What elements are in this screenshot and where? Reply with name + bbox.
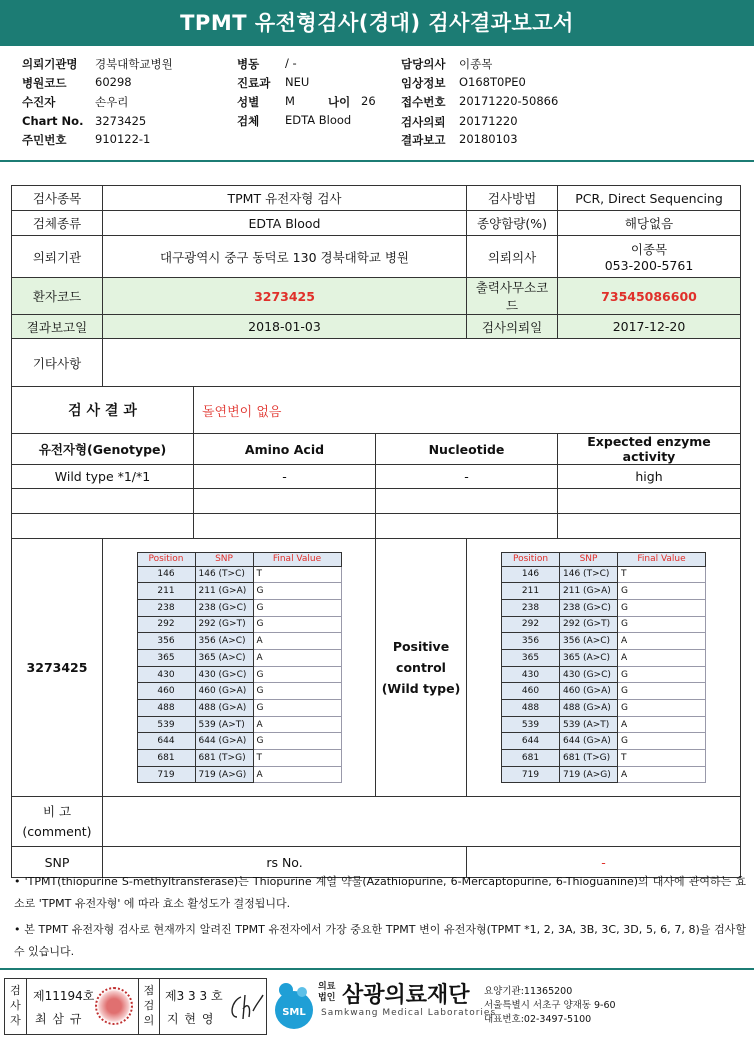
remarks-label-line: (comment): [22, 823, 92, 839]
snp-table: [137, 552, 342, 784]
rs-value: -: [467, 847, 741, 878]
snp-position: 644: [502, 733, 560, 750]
examiner-label: [5, 979, 27, 1034]
snp-position: 539: [502, 716, 560, 733]
header-label: 검체: [237, 114, 260, 128]
cell-label: 출력사무소코드: [467, 278, 558, 315]
divider: [0, 160, 754, 162]
snp-position: 719: [137, 766, 195, 783]
org-badge-line: 의료: [318, 982, 336, 992]
remarks-label: [12, 797, 103, 847]
header-value: 3273425: [95, 114, 147, 128]
snp-change: 356 (A>C): [560, 633, 618, 650]
header-value: 20171220-50866: [459, 94, 559, 108]
header-value: 60298: [95, 75, 132, 89]
snp-change: 488 (G>A): [195, 700, 253, 717]
result-table: [11, 185, 741, 878]
snp-row: [137, 683, 341, 700]
header-label: 의뢰기관명: [22, 57, 78, 71]
cell-label: 검사의뢰일: [467, 315, 558, 339]
snp-change: 488 (G>A): [560, 700, 618, 717]
snp-position: 292: [502, 616, 560, 633]
snp-row: [137, 716, 341, 733]
tumor-content: 해당없음: [558, 211, 741, 236]
age-label: 나이: [328, 95, 351, 109]
snp-final-value: T: [253, 750, 341, 767]
header-label: Chart No.: [22, 114, 84, 128]
snp-final-value: G: [618, 666, 706, 683]
header-label: 성별: [237, 95, 260, 109]
snp-position: 356: [502, 633, 560, 650]
header-value: 손우리: [95, 95, 129, 109]
header-label: 진료과: [237, 76, 271, 90]
snp-position: 488: [137, 700, 195, 717]
genotype: Wild type *1/*1: [12, 465, 194, 489]
snp-position: 238: [502, 599, 560, 616]
snp-position: 681: [137, 750, 195, 767]
header-label: 주민번호: [22, 133, 67, 147]
examiner-number: 제11194호: [33, 989, 95, 1003]
inspector-label-text: 점검의: [143, 984, 155, 1027]
snp-position: 460: [502, 683, 560, 700]
snp-change: 539 (A>T): [560, 716, 618, 733]
snp-final-value: A: [618, 766, 706, 783]
snp-change: 238 (G>C): [560, 599, 618, 616]
cell-label: 의뢰의사: [467, 236, 558, 278]
cell-label: 의뢰기관: [12, 236, 103, 278]
snp-change: 430 (G>C): [560, 666, 618, 683]
amino-acid: -: [194, 465, 376, 489]
snp-row: [502, 733, 706, 750]
snp-change: 539 (A>T): [195, 716, 253, 733]
result-value: 돌연변이 없음: [194, 387, 741, 434]
footer: [0, 968, 754, 1043]
sample-id: 3273425: [12, 539, 103, 797]
column-header: Nucleotide: [376, 434, 558, 465]
notes: [14, 871, 746, 963]
snp-row: [502, 700, 706, 717]
snp-row: [502, 566, 706, 583]
result-label: 검 사 결 과: [12, 387, 194, 434]
snp-row: [137, 616, 341, 633]
snp-final-value: G: [618, 733, 706, 750]
snp-header: Final Value: [253, 552, 341, 566]
snp-change: 460 (G>A): [195, 683, 253, 700]
snp-position: 430: [502, 666, 560, 683]
office-code: 73545086600: [558, 278, 741, 315]
snp-final-value: A: [618, 633, 706, 650]
header-value: 910122-1: [95, 132, 151, 146]
snp-position: 292: [137, 616, 195, 633]
snp-final-value: A: [253, 649, 341, 666]
snp-row: [502, 599, 706, 616]
snp-row: [502, 716, 706, 733]
snp-header: Position: [502, 552, 560, 566]
inspector-name: 지 현 영: [167, 1012, 215, 1026]
header-label: 임상정보: [401, 76, 446, 90]
snp-row: [137, 666, 341, 683]
cell-label: 검체종류: [12, 211, 103, 236]
cell-label: 검사종목: [12, 186, 103, 211]
snp-final-value: A: [253, 633, 341, 650]
snp-final-value: G: [618, 583, 706, 600]
patient-header: [0, 52, 754, 152]
header-label: 담당의사: [401, 57, 446, 71]
snp-row: [137, 733, 341, 750]
column-header: Expected enzyme activity: [558, 434, 741, 465]
snp-position: 365: [502, 649, 560, 666]
patient-code: 3273425: [103, 278, 467, 315]
snp-row: [137, 766, 341, 783]
snp-header: SNP: [195, 552, 253, 566]
table-row: [12, 489, 741, 514]
snp-change: 356 (A>C): [195, 633, 253, 650]
column-header: Amino Acid: [194, 434, 376, 465]
snp-row: [502, 616, 706, 633]
snp-row: [502, 766, 706, 783]
org-name: 삼광의료재단: [342, 983, 470, 1008]
header-value: O168T0PE0: [459, 75, 526, 89]
snp-row: [502, 649, 706, 666]
cell-label: 종양함량(%): [467, 211, 558, 236]
header-value: 20180103: [459, 132, 518, 146]
org-address: 서울특별시 서초구 양재동 9-60: [484, 1000, 616, 1011]
snp-final-value: G: [253, 616, 341, 633]
snp-row: [502, 583, 706, 600]
examiner-name: 최 삼 규: [35, 1012, 83, 1026]
remarks-value: [103, 797, 741, 847]
snp-position: 146: [502, 566, 560, 583]
inspector-label: [138, 979, 160, 1034]
note-item: • 'TPMT(thiopurine S-methyltransferase)는 Thiopurine 계열 약물(Azathiopurine, 6-Mercaptopurine, 6-Thioguanine)의 대사에 관여하는 효소로 'TPMT 유전자형' 에 따라 효소 활성도가 결정됩니다.: [14, 875, 746, 910]
control-snp-panel: [467, 539, 741, 797]
snp-position: 539: [137, 716, 195, 733]
test-method: PCR, Direct Sequencing: [558, 186, 741, 211]
cell-label: 검사방법: [467, 186, 558, 211]
snp-row: [137, 583, 341, 600]
rs-label: rs No.: [103, 847, 467, 878]
snp-final-value: T: [253, 566, 341, 583]
snp-final-value: T: [618, 566, 706, 583]
snp-row: [502, 683, 706, 700]
sml-logo-icon: [272, 980, 316, 1030]
snp-change: 430 (G>C): [195, 666, 253, 683]
examiner-label-text: 검사자: [10, 984, 21, 1027]
inspector-number: 제3 3 3 호: [165, 989, 223, 1003]
snp-change: 644 (G>A): [560, 733, 618, 750]
snp-final-value: A: [253, 716, 341, 733]
snp-position: 430: [137, 666, 195, 683]
report-date: 2018-01-03: [103, 315, 467, 339]
specimen: EDTA Blood: [103, 211, 467, 236]
org-contact: [484, 985, 616, 1027]
snp-position: 211: [502, 583, 560, 600]
snp-change: 365 (A>C): [560, 649, 618, 666]
snp-change: 719 (A>G): [195, 766, 253, 783]
snp-header: Final Value: [618, 552, 706, 566]
header-value: 이종목: [459, 57, 493, 71]
signature: [227, 991, 265, 1023]
header-value: NEU: [285, 75, 310, 89]
org-badge-line: 법인: [318, 993, 336, 1003]
header-value: / -: [285, 56, 297, 70]
header-value: 경북대학교병원: [95, 57, 173, 71]
control-label-line: (Wild type): [381, 681, 461, 696]
snp-final-value: A: [618, 716, 706, 733]
snp-row: [137, 566, 341, 583]
control-label-line: Positive: [392, 639, 450, 654]
cell-label: 결과보고일: [12, 315, 103, 339]
snp-final-value: G: [618, 683, 706, 700]
seal-stamp: [95, 987, 133, 1025]
snp-final-value: G: [618, 599, 706, 616]
org-code: 요양기관:11365200: [484, 986, 573, 997]
snp-row: [137, 633, 341, 650]
institution: 대구광역시 중구 동덕로 130 경북대학교 병원: [103, 236, 467, 278]
snp-position: 211: [137, 583, 195, 600]
snp-change: 681 (T>G): [195, 750, 253, 767]
snp-table: [501, 552, 706, 784]
sample-snp-panel: [103, 539, 376, 797]
snp-row: [502, 633, 706, 650]
header-label: 병동: [237, 57, 260, 71]
snp-position: 460: [137, 683, 195, 700]
snp-row: [137, 700, 341, 717]
snp-row: [502, 666, 706, 683]
header-value: 20171220: [459, 114, 518, 128]
snp-change: 238 (G>C): [195, 599, 253, 616]
snp-change: 719 (A>G): [560, 766, 618, 783]
org-phone: 대표번호:02-3497-5100: [484, 1014, 592, 1025]
doctor-phone: 053-200-5761: [604, 258, 694, 273]
snp-position: 365: [137, 649, 195, 666]
remarks-label-line: 비 고: [42, 803, 72, 819]
doctor-name: 이종목: [630, 242, 668, 257]
nucleotide: -: [376, 465, 558, 489]
snp-change: 460 (G>A): [560, 683, 618, 700]
snp-final-value: G: [618, 700, 706, 717]
snp-row: [137, 599, 341, 616]
snp-change: 211 (G>A): [195, 583, 253, 600]
logo-text: SML: [282, 1007, 306, 1018]
snp-change: 292 (G>T): [195, 616, 253, 633]
snp-row: [137, 750, 341, 767]
snp-change: 146 (T>C): [195, 566, 253, 583]
header-label: 병원코드: [22, 76, 67, 90]
table-row: [12, 514, 741, 539]
snp-final-value: G: [253, 666, 341, 683]
snp-position: 488: [502, 700, 560, 717]
snp-position: 644: [137, 733, 195, 750]
control-label-line: control: [396, 660, 446, 675]
snp-change: 292 (G>T): [560, 616, 618, 633]
header-value: M: [285, 94, 295, 108]
snp-final-value: T: [618, 750, 706, 767]
snp-position: 146: [137, 566, 195, 583]
header-label: 검사의뢰: [401, 115, 446, 129]
control-label: [376, 539, 467, 797]
header-value: EDTA Blood: [285, 113, 352, 127]
header-label: 결과보고: [401, 133, 446, 147]
snp-final-value: G: [253, 583, 341, 600]
snp-final-value: A: [253, 766, 341, 783]
snp-header: SNP: [560, 552, 618, 566]
snp-change: 211 (G>A): [560, 583, 618, 600]
snp-change: 644 (G>A): [195, 733, 253, 750]
snp-header: Position: [137, 552, 195, 566]
column-header: 유전자형(Genotype): [12, 434, 194, 465]
test-type: TPMT 유전자형 검사: [103, 186, 467, 211]
age-value: 26: [361, 94, 376, 108]
snp-change: 365 (A>C): [195, 649, 253, 666]
request-date: 2017-12-20: [558, 315, 741, 339]
cell-label: 기타사항: [12, 339, 103, 387]
snp-position: 356: [137, 633, 195, 650]
header-label: 접수번호: [401, 95, 446, 109]
snp-final-value: G: [253, 700, 341, 717]
snp-row: [502, 750, 706, 767]
snp-final-value: G: [618, 616, 706, 633]
org-badge: [318, 982, 335, 1004]
snp-row: [137, 649, 341, 666]
snp-row-label: SNP: [12, 847, 103, 878]
snp-position: 238: [137, 599, 195, 616]
snp-change: 681 (T>G): [560, 750, 618, 767]
report-title: TPMT 유전형검사(경대) 검사결과보고서: [0, 0, 754, 46]
header-label: 수진자: [22, 95, 56, 109]
snp-final-value: G: [253, 683, 341, 700]
snp-final-value: G: [253, 733, 341, 750]
snp-change: 146 (T>C): [560, 566, 618, 583]
other-notes: [103, 339, 741, 387]
enzyme-activity: high: [558, 465, 741, 489]
signature-box: [4, 978, 267, 1035]
cell-label: 환자코드: [12, 278, 103, 315]
note-item: • 본 TPMT 유전자형 검사로 현재까지 알려진 TPMT 유전자에서 가장 중요한 TPMT 변이 유전자형(TPMT *1, 2, 3A, 3B, 3C, 3D, 5, 6, 7, 8)을 검사할 수 있습니다.: [14, 923, 746, 958]
table-row: [12, 465, 741, 489]
snp-final-value: G: [253, 599, 341, 616]
doctor-info: [558, 236, 741, 278]
org-english-name: Samkwang Medical Laboratories: [321, 1008, 497, 1018]
snp-position: 719: [502, 766, 560, 783]
snp-final-value: A: [618, 649, 706, 666]
snp-position: 681: [502, 750, 560, 767]
